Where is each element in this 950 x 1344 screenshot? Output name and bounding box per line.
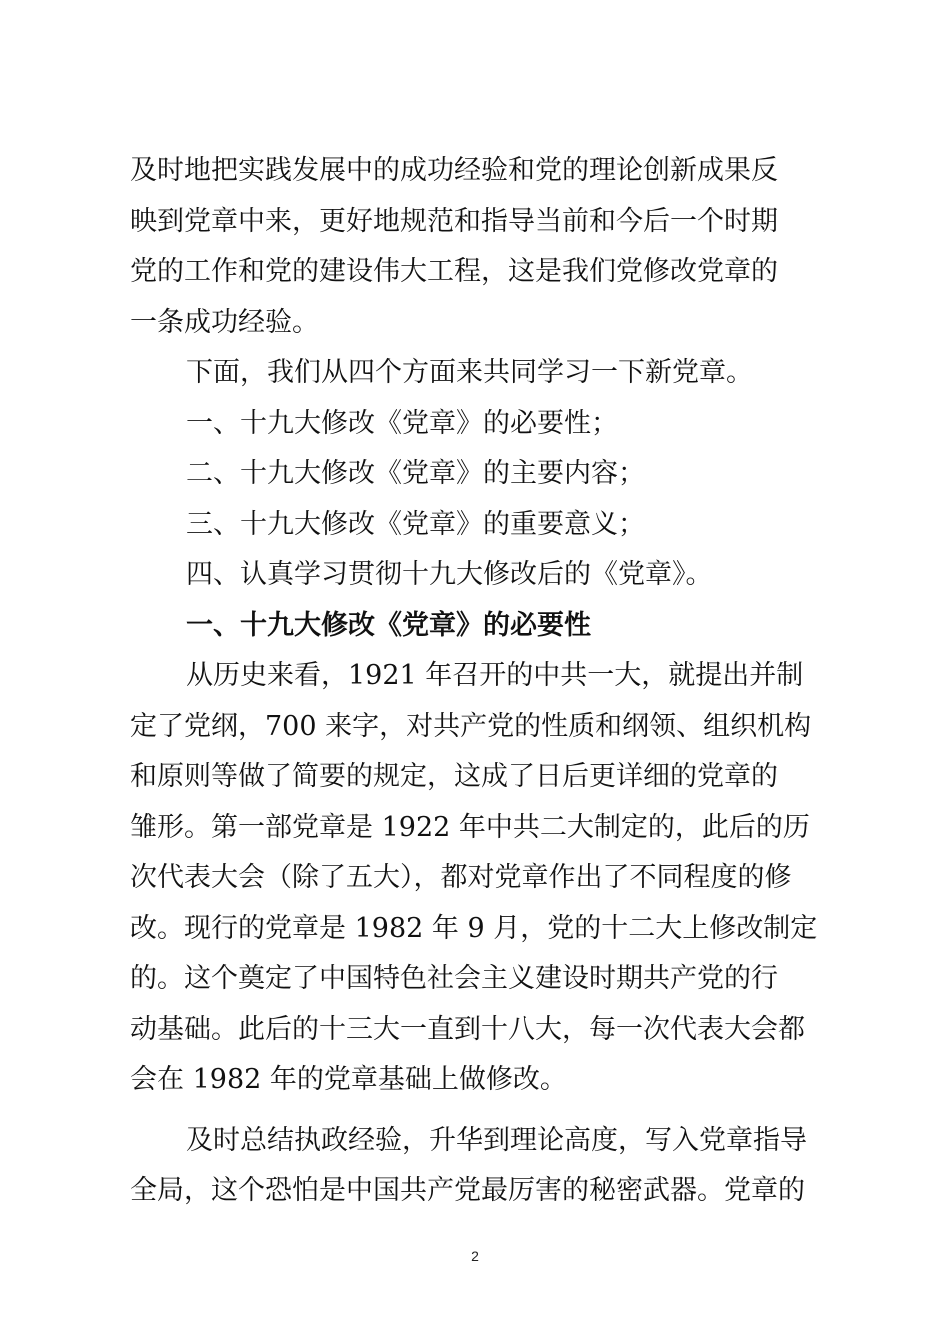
text-line: 会在 1982 年的党章基础上做修改。 (130, 1064, 567, 1095)
text-line: 定了党纲，700 来字，对共产党的性质和纲领、组织机构 (130, 710, 812, 742)
text-line: 映到党章中来，更好地规范和指导当前和今后一个时期 (130, 205, 778, 237)
section-heading: 一、十九大修改《党章》的必要性 (186, 609, 591, 641)
text-line: 动基础。此后的十三大一直到十八大，每一次代表大会都 (130, 1013, 805, 1045)
text-line: 党的工作和党的建设伟大工程，这是我们党修改党章的 (130, 256, 778, 287)
outline-item-4: 四、认真学习贯彻十九大修改后的《党章》。 (186, 559, 713, 590)
document-body (130, 146, 830, 1217)
paragraph-gap (130, 1106, 830, 1116)
text-line: 及时总结执政经验，升华到理论高度，写入党章指导 (186, 1124, 807, 1156)
outline-item-2: 二、十九大修改《党章》的主要内容； (186, 458, 645, 489)
text-line: 一条成功经验。 (130, 306, 319, 338)
text-line: 从历史来看，1921 年召开的中共一大，就提出并制 (186, 660, 804, 691)
text-line: 改。现行的党章是 1982 年 9 月，党的十二大上修改制定 (130, 912, 818, 944)
text-line: 全局，这个恐怕是中国共产党最厉害的秘密武器。党章的 (130, 1175, 805, 1206)
text-line: 及时地把实践发展中的成功经验和党的理论创新成果反 (130, 155, 778, 186)
intro-line: 下面，我们从四个方面来共同学习一下新党章。 (186, 357, 753, 388)
page-number: 2 (471, 1248, 479, 1264)
outline-item-1: 一、十九大修改《党章》的必要性； (186, 407, 618, 439)
text-line: 的。这个奠定了中国特色社会主义建设时期共产党的行 (130, 963, 778, 994)
text-line: 次代表大会（除了五大），都对党章作出了不同程度的修 (130, 862, 792, 893)
outline-item-3: 三、十九大修改《党章》的重要意义； (186, 508, 645, 540)
text-line: 和原则等做了简要的规定，这成了日后更详细的党章的 (130, 761, 778, 792)
text-line: 雏形。第一部党章是 1922 年中共二大制定的，此后的历 (130, 811, 810, 843)
